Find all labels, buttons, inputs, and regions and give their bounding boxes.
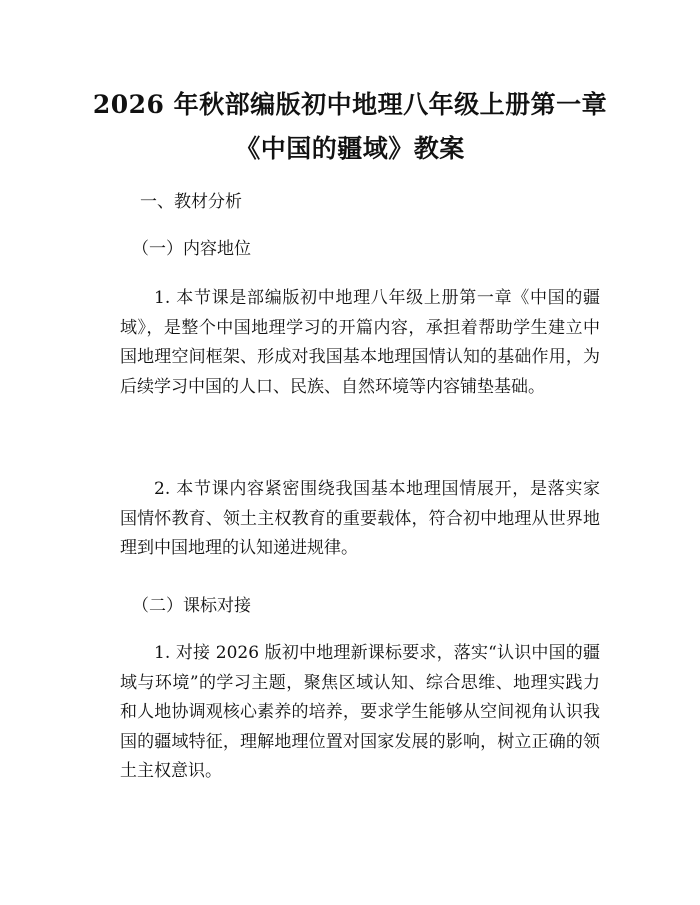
subsection-heading-content-position: （一）内容地位 <box>132 239 251 259</box>
subsection-heading-curriculum-alignment: （二）课标对接 <box>132 596 251 616</box>
section-heading-textbook-analysis: 一、教材分析 <box>140 192 242 212</box>
paragraph-curriculum-alignment-1: 1. 对接 2026 版初中地理新课标要求，落实“认识中国的疆域与环境”的学习主题，聚焦区域认知、综合思维、地理实践力和人地协调观核心素养的培养，要求学生能够从空间视角认识我国的疆域特征，理解地理位置对国家发展的影响，树立正确的领土主权意识。 <box>120 643 600 781</box>
paragraph-content-position-1: 1. 本节课是部编版初中地理八年级上册第一章《中国的疆域》，是整个中国地理学习的开篇内容，承担着帮助学生建立中国地理空间框架、形成对我国基本地理国情认知的基础作用，为后续学习中国的人口、民族、自然环境等内容铺垫基础。 <box>120 288 600 397</box>
document-title-line-2: 《中国的疆域》教案 <box>235 134 465 163</box>
paragraph-content-position-2: 2. 本节课内容紧密围绕我国基本地理国情展开，是落实家国情怀教育、领土主权教育的重要载体，符合初中地理从世界地理到中国地理的认知递进规律。 <box>120 479 600 558</box>
document-title-line-1: 2026 年秋部编版初中地理八年级上册第一章 <box>92 90 608 119</box>
